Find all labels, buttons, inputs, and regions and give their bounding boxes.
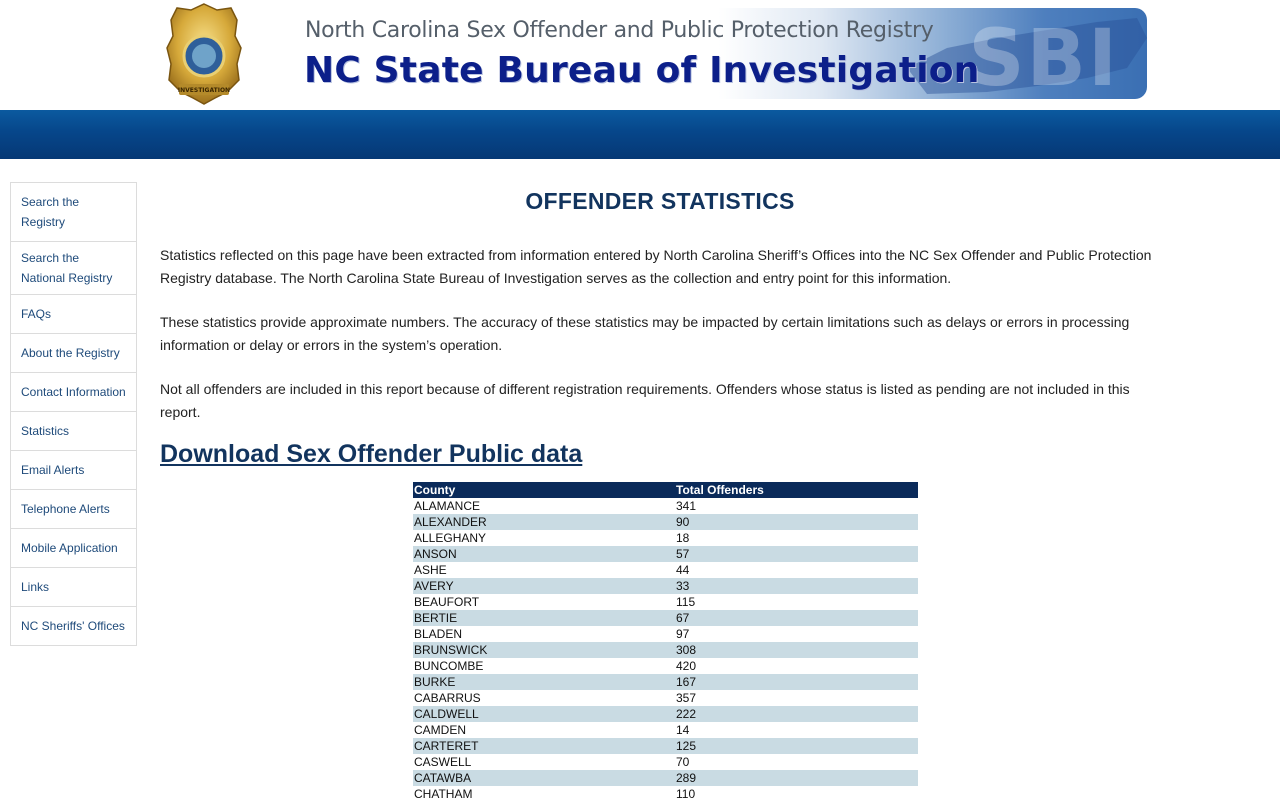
- total-offenders-cell: 115: [676, 595, 696, 609]
- download-public-data-link[interactable]: Download Sex Offender Public data: [160, 440, 583, 468]
- svg-text:INVESTIGATION: INVESTIGATION: [177, 87, 231, 94]
- total-offenders-cell: 57: [675, 546, 918, 562]
- table-row: [413, 514, 918, 530]
- total-offenders-cell: 222: [675, 706, 918, 722]
- county-cell: CALDWELL: [413, 706, 675, 722]
- total-offenders-cell: 357: [676, 691, 697, 705]
- total-offenders-cell: 420: [676, 659, 697, 673]
- registry-subtitle: North Carolina Sex Offender and Public Protection Registry: [305, 18, 934, 43]
- table-row: [413, 738, 918, 754]
- table-row: [413, 578, 918, 594]
- page-title: OFFENDER STATISTICS: [525, 188, 795, 214]
- sidebar-nav: [10, 182, 137, 646]
- column-header-total-offenders: Total Offenders: [675, 482, 918, 498]
- table-row: [413, 546, 918, 562]
- sidebar-item-about-registry[interactable]: About the Registry: [10, 333, 137, 372]
- exclusion-paragraph: Not all offenders are included in this report because of different registration requirements. Offenders whose status is listed as pending are not included in this report.: [160, 381, 1130, 420]
- county-cell: CATAWBA: [413, 770, 675, 786]
- table-row: [413, 610, 918, 626]
- intro-paragraph: Statistics reflected on this page have been extracted from information entered by North Carolina Sheriff’s Offices into the NC Sex Offender and Public Protection Registry database. The North Carolina State Bureau of Investigation serves as the collection and entry point for this information.: [160, 247, 1152, 286]
- sbi-badge-logo[interactable]: [165, 2, 243, 106]
- county-cell: ALEXANDER: [413, 514, 675, 530]
- table-row: [413, 754, 918, 770]
- total-offenders-cell: 67: [675, 610, 918, 626]
- county-cell: CAMDEN: [414, 723, 467, 737]
- sidebar-item-mobile-application[interactable]: Mobile Application: [10, 528, 137, 567]
- sidebar-item-links[interactable]: Links: [10, 567, 137, 606]
- total-offenders-cell: 308: [675, 642, 918, 658]
- table-row: [413, 690, 918, 706]
- site-title[interactable]: NC State Bureau of Investigation: [304, 50, 980, 91]
- table-row: [413, 706, 918, 722]
- main-content: [160, 182, 1160, 468]
- total-offenders-cell: 44: [676, 563, 690, 577]
- table-row: [413, 626, 918, 642]
- table-row: [413, 562, 918, 578]
- sidebar-item-faqs[interactable]: FAQs: [10, 294, 137, 333]
- county-cell: ALLEGHANY: [414, 531, 487, 545]
- county-cell: BURKE: [413, 674, 675, 690]
- header-banner: [290, 8, 1147, 99]
- accuracy-paragraph: These statistics provide approximate numbers. The accuracy of these statistics may be impacted by certain limitations such as delays or errors in processing information or delay or errors in the system’s operation.: [160, 314, 1130, 353]
- table-row: [413, 722, 918, 738]
- county-cell: CARTERET: [413, 738, 675, 754]
- table-row: [413, 642, 918, 658]
- sidebar-item-search-registry[interactable]: Search the Registry: [10, 182, 137, 241]
- table-row: [413, 498, 918, 514]
- county-cell: CABARRUS: [414, 691, 481, 705]
- table-row: [413, 674, 918, 690]
- site-header: [0, 0, 1280, 110]
- county-cell: BRUNSWICK: [413, 642, 675, 658]
- county-statistics-table: [413, 482, 918, 802]
- total-offenders-cell: 90: [675, 514, 918, 530]
- total-offenders-cell: 167: [675, 674, 918, 690]
- sbi-logo-text: SBI: [968, 14, 1119, 99]
- column-header-county: County: [413, 482, 675, 498]
- county-cell: CASWELL: [414, 755, 472, 769]
- county-cell: BUNCOMBE: [414, 659, 484, 673]
- total-offenders-cell: 97: [676, 627, 690, 641]
- sidebar-item-contact-information[interactable]: Contact Information: [10, 372, 137, 411]
- table-row: [413, 530, 918, 546]
- sidebar-item-telephone-alerts[interactable]: Telephone Alerts: [10, 489, 137, 528]
- total-offenders-cell: 33: [675, 578, 918, 594]
- sidebar-item-search-national-registry[interactable]: Search the National Registry: [10, 241, 137, 294]
- sidebar-item-email-alerts[interactable]: Email Alerts: [10, 450, 137, 489]
- county-cell: BLADEN: [414, 627, 463, 641]
- total-offenders-cell: 125: [675, 738, 918, 754]
- table-row: [413, 594, 918, 610]
- total-offenders-cell: 289: [675, 770, 918, 786]
- county-cell: ASHE: [414, 563, 447, 577]
- total-offenders-cell: 14: [676, 723, 690, 737]
- table-header-row: [413, 482, 918, 498]
- sidebar-item-statistics[interactable]: Statistics: [10, 411, 137, 450]
- county-cell: CHATHAM: [414, 787, 473, 801]
- total-offenders-cell: 110: [676, 787, 696, 801]
- county-cell: BEAUFORT: [414, 595, 480, 609]
- table-row: [413, 770, 918, 786]
- top-nav-bar: [0, 110, 1280, 159]
- county-cell: BERTIE: [413, 610, 675, 626]
- table-row: [413, 658, 918, 674]
- total-offenders-cell: 70: [676, 755, 690, 769]
- county-cell: ANSON: [413, 546, 675, 562]
- sidebar-item-nc-sheriffs-offices[interactable]: NC Sheriffs' Offices: [10, 606, 137, 646]
- table-body: [413, 498, 918, 802]
- total-offenders-cell: 18: [676, 531, 690, 545]
- county-cell: ALAMANCE: [414, 499, 481, 513]
- county-cell: AVERY: [413, 578, 675, 594]
- total-offenders-cell: 341: [676, 499, 697, 513]
